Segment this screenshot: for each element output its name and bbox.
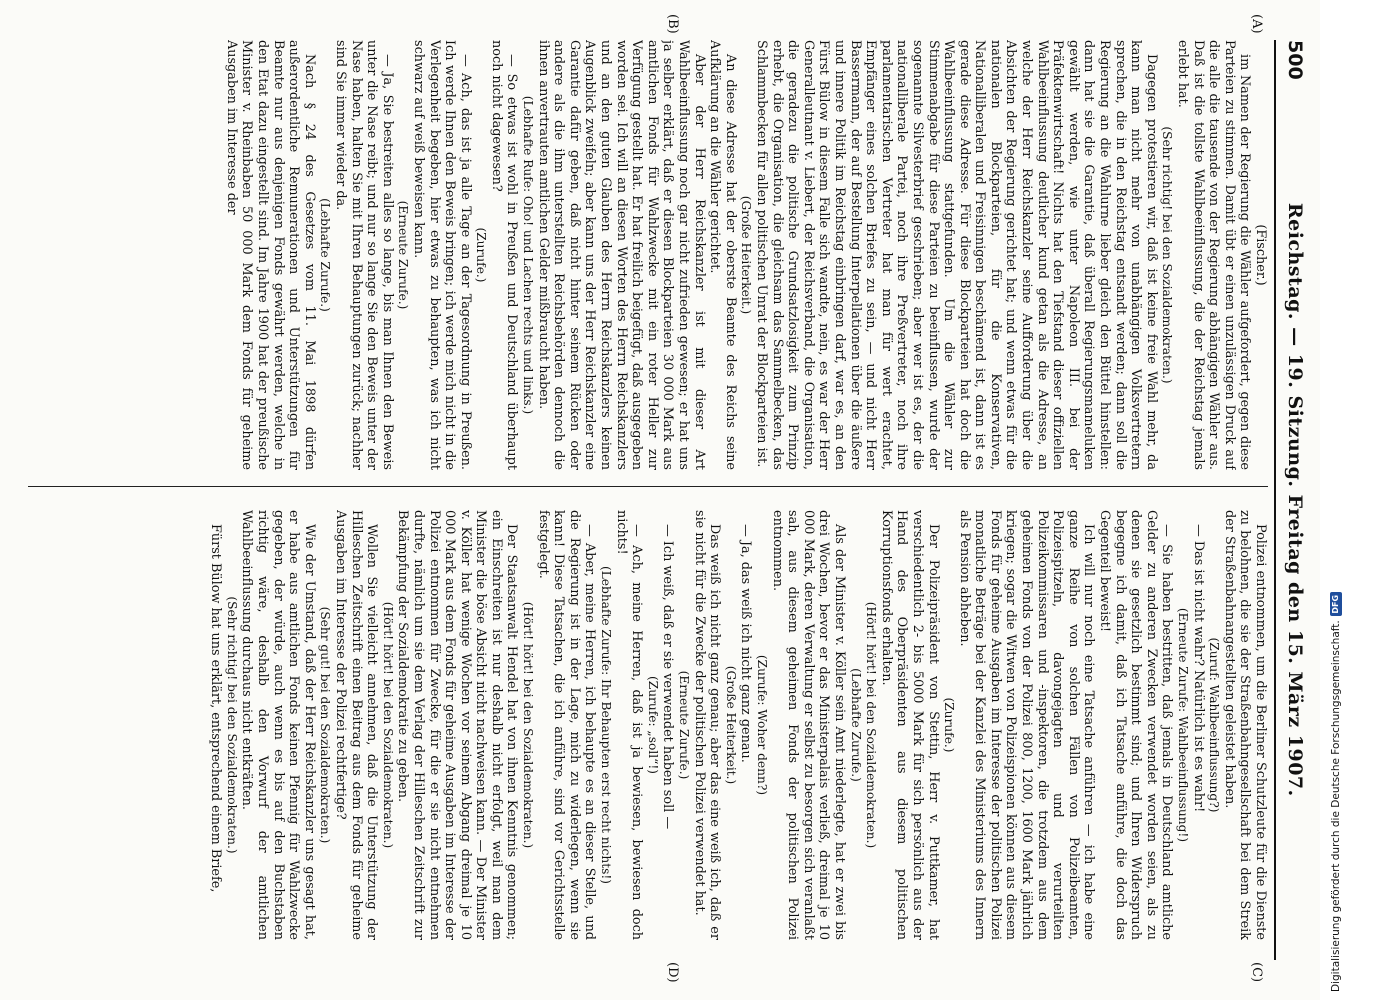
paragraph: — Ja, Sie bestreiten alles so lange, bis man Ihnen den Beweis unter die Nase reibt; und nur so lange Sie den Beweis unter der Nase haben, halten Sie mit Ihren Behauptungen zurück; nachher sind Sie immer wieder da. bbox=[332, 40, 395, 470]
paragraph: — Aber, meine Herren, ich behaupte es an dieser Stelle, und die Regierung ist in der Lage, mich zu widerlegen, wenn sie kann! Diese Tatsachen, die ich anführe, sind vor Gerichtsstelle festgelegt. bbox=[535, 510, 598, 940]
interjection: (Zurufe: „soll“!) bbox=[645, 675, 660, 775]
credit-text: Digitalisierung gefördert durch die Deutsche Forschungsgemeinschaft. bbox=[1330, 620, 1342, 992]
paragraph: — Ich weiß, daß er sie verwendet haben soll — bbox=[660, 524, 676, 830]
interjection: (Hört! hört! bei den Sozialdemokraten.) bbox=[864, 601, 879, 849]
paragraph: — Ach, meine Herren, daß ist ja bewiesen, bewiesen doch nichts! bbox=[613, 510, 645, 940]
left-column bbox=[28, 40, 1268, 470]
column-divider bbox=[28, 486, 1268, 487]
paragraph: — Sie haben bestritten, daß jemals in Deutschland amtliche Gelder zu anderen Zwecken verwendet worden seien, als zu denen sie gesetzlich bestimmt sind; und Ihren Widerspruch begegne ich damit, daß ich Tatsache anführe, die doch das Gegenteil beweist! bbox=[1097, 510, 1175, 940]
paragraph: Der Polizeipräsident von Stettin, Herr v. Puttkamer, hat verschiedentlich 2- bis 5000 Mark für sich persönlich aus der Hand des Oberpräsidenten aus diesem politischen Korruptionsfonds erhalten. bbox=[878, 510, 941, 940]
interjection: (Lebhafte Zurufe.) bbox=[318, 198, 333, 312]
paragraph: Nach § 24 des Gesetzes vom 11. Mai 1898 dürfen außerordentliche Remunerationen und Unterstützungen für Beamte nur aus denjenigen Fonds gewährt werden, welche in den Etat dazu eingestellt sind. Im Jahre 1900 hat der preußische Minister v. Rheinbaben 50 000 Mark dem Fonds für geheime Ausgaben im Interesse der bbox=[223, 40, 317, 470]
paragraph: Fürst Bülow hat uns erklärt, entsprechend einem Briefe, bbox=[208, 524, 224, 893]
interjection: (Sehr gut! bei den Sozialdemokraten.) bbox=[318, 606, 333, 844]
paragraph: An diese Adresse hat der oberste Beamte des Reichs seine Aufklärung an die Wähler gerichtet. bbox=[707, 40, 738, 470]
paragraph: — Das ist nicht wahr? Natürlich ist es wahr! bbox=[1190, 524, 1206, 813]
digitization-credit bbox=[1330, 592, 1342, 992]
interjection: (Hört! hört! bei den Sozialdemokraten.) bbox=[521, 601, 536, 849]
interjection: (Sehr richtig! bei den Sozialdemokraten.) bbox=[1160, 126, 1175, 384]
paragraph: — So etwas ist wohl in Preußen und Deutschland überhaupt noch nicht dagewesen? bbox=[488, 40, 520, 470]
margin-letter-d: (D) bbox=[665, 962, 680, 983]
paragraph: Wie der Umstand, daß der Herr Reichskanzler uns gesagt hat, er habe aus amtlichen Fonds keinen Pfennig für Wahlzwecke gegeben, der würde, auch wenn es bis auf den Buchstaben richtig wäre, deshalb den Vorwurf der amtlichen Wahlbeeinflussung durchaus nicht entkräften. bbox=[239, 510, 317, 940]
margin-letter-c: (C) bbox=[1249, 962, 1264, 983]
interjection: (Zuruf: Wahlbeeinflussung?) bbox=[1207, 637, 1222, 813]
paragraph: Polizei entnommen, um die Berliner Schutzleute für die Dienste zu belohnen, die sie der Straßenbahngesellschaft bei dem Streik der Straßenbahnangestellten geleistet haben. bbox=[1221, 510, 1268, 940]
paragraph: Ich will nur noch eine Tatsache anführen — ich habe eine ganze Reihe von solchen Fällen von Polizeibeamten, Polizeispitzeln, davongejagten und verurteilten Polizeikommissaren und -inspektoren, die trotzdem aus dem geheimen Fonds von der Polizei 800, 1200, 1600 Mark jährlich kriegen; sogar die Witwen von Polizeispionen können aus diesem Fonds für geheime Ausgaben im Interesse der politischen Polizei monatliche Beträge bei der Kanzlei des Ministeriums des Innern als Pension abheben. bbox=[956, 510, 1097, 940]
speaker-name: (Fischer.) bbox=[1253, 224, 1268, 286]
paragraph: — Ach, das ist ja alle Tage an der Tagesordnung in Preußen. Ich werde Ihnen den Beweis bringen; ich werde mich nicht in die Verlegenheit begeben, hier etwas zu behaupten, was ich nicht schwarz auf weiß beweisen kann. bbox=[410, 40, 473, 470]
page-header bbox=[1278, 40, 1312, 960]
interjection: (Lebhafte Zurufe: Ihr Behaupten erst recht nichts!) bbox=[599, 565, 614, 885]
interjection: (Große Heiterkeit.) bbox=[723, 665, 738, 785]
paragraph: Der Staatsanwalt Hendel hat von ihnen Kenntnis genommen; ein Einschreiten ist nur deshalb nicht erfolgt, weil man dem Minister die böse Absicht nicht nachweisen kann. — Der Minister v. Köller hat wenige Wochen vor seinem Abgang dreimal je 10 000 Mark aus dem Fonds für geheime Ausgaben im Interesse der Polizei entnommen für Zwecke, für die er sie nicht entnehmen durfte, nämlich um sie dem Verlag der Hilleschen Zeitschrift zur Bekämpfung der Sozialdemokratie zu geben. bbox=[395, 510, 520, 940]
interjection: (Sehr richtig! bei den Sozialdemokraten.) bbox=[224, 596, 239, 854]
interjection: (Erneute Zurufe.) bbox=[396, 200, 411, 310]
interjection: (Hört! hört! bei den Sozialdemokraten.) bbox=[380, 601, 395, 849]
interjection: (Lebhafte Rufe: Oho! und Lachen rechts und links.) bbox=[521, 95, 536, 415]
interjection: (Erneute Zurufe: Wahlbeeinflussung!) bbox=[1176, 607, 1191, 843]
paragraph: Dagegen protestieren wir, daß ist keine freie Wahl mehr, da kann man nicht mehr von unabhängigen Volksvertretern sprechen, die in den Reichstag entsandt werden; dann soll die Regierung an die Wahlurne lieber gleich den Büttel hinstellen: dann hat sie die Garantie, daß überall Regierungsmameluken gewählt werden, wie unter Napoleon III. bei der Präfektenwirtschaft! Nichts hat den Tiefstand dieser offiziellen Wahlbeeinflussung deutlicher kund getan als die Adresse, an welche der Herr Reichskanzler seine Aufforderung über die Absichten der Regierung gerichtet hat; und wenn etwas für die nationalen Blockparteien, für die Konservativen, Nationalliberalen und Freisinnigen beschämend ist, dann ist es gerade diese Adresse. Für diese Blockparteien hat doch die Wahlbeeinflussung stattgefunden. Um die Wähler zur Stimmenabgabe für diese Parteien zu beeinflussen, wurde der sogenannte Silvesterbrief geschrieben; aber wer ist es, der die nationalliberale Partei, noch ihre Preßvertreter, noch ihre parlamentarischen Vertreter hat man für wert erachtet, Empfänger eines solchen Briefes zu sein, — und nicht Herr Bassermann, der auf Bestellung Interpellationen über die äußere und innere Politik im Reichstag einbringen darf, war es, an den Fürst Bülow in diesem Falle sich wandte, nein, es war der Herr Generalleutnant v. Liebert, der Reichsverband, die Organisation, die geradezu die politische Grundsatzlosigkeit zum Prinzip erhebt, die Organisation, die gleichsam das Sammelbecken, das Schlammbecken für allen politischen Unrat der Blockparteien ist. bbox=[754, 40, 1159, 470]
paragraph: — Ja, das weiß ich nicht ganz genau. bbox=[738, 524, 754, 763]
paragraph: Wollen Sie vielleicht annehmen, daß die Unterstützung der Hilleschen Zeitschrift einen Beitrag aus dem Fonds für geheime Ausgaben im Interesse der Polizei rechtfertige? bbox=[332, 510, 380, 940]
interjection: (Lebhafte Zurufe.) bbox=[848, 668, 863, 782]
header-rule bbox=[1274, 40, 1276, 960]
interjection: (Zurufe.) bbox=[474, 227, 489, 283]
margin-letter-b: (B) bbox=[665, 14, 680, 34]
interjection: (Zurufe.) bbox=[942, 697, 957, 753]
running-title: Reichstag. — 19. Sitzung. Freitag den 15. März 1907. bbox=[1284, 202, 1306, 797]
paragraph: Als der Minister v. Köller sein Amt niederlegte, hat er zwei bis drei Wochen, bevor er das Ministerpalais verließ, dreimal je 10 000 Mark, deren Verwaltung er selbst zu besorgen sich veranlaßt sah, aus diesem geheimen Fonds der politischen Polizei entnommen. bbox=[769, 510, 847, 940]
interjection: (Zurufe: Woher denn?) bbox=[755, 654, 769, 796]
dfg-logo-icon: DFG bbox=[1330, 592, 1342, 616]
interjection: (Große Heiterkeit.) bbox=[739, 195, 754, 315]
paragraph: Das weiß ich nicht ganz genau; aber das eine weiß ich, daß er sie nicht für die Zwecke der politischen Polizei verwendet hat. bbox=[691, 510, 723, 940]
paragraph: im Namen der Regierung die Wähler aufgefordert, gegen diese Parteien zu stimmen. Damit übt er einen unzulässigen Druck auf die alle die tausende von der Regierung abhängigen Wähler aus. Daß ist die tollste Wahlbeeinflussung, die der Reichstag jemals erlebt hat. bbox=[1175, 40, 1253, 470]
margin-letter-a: (A) bbox=[1249, 14, 1264, 34]
paragraph: Aber der Herr Reichskanzler ist mit dieser Art Wahlbeeinflussung noch gar nicht zufrieden gewesen; er hat uns ja selber erklärt, daß er diesen Blockparteien 30 000 Mark aus amtlichen Fonds für Wahlzwecke mit ein roter Heller zur Verfügung gestellt hat. Er hat freilich beigefügt, daß ausgegeben worden sei. Ich will an diesen Worten des Herrn Reichskanzlers und an den guten Glauben des Herrn Reichskanzlers keinen Augenblick zweifeln; aber kann uns der Herr Reichskanzler eine Garantie dafür geben, daß nicht hinter seinem Rücken oder andere als die ihm unterstellten Reichsbehörden dennoch die ihnen anvertrauten amtlichen Gelder mißbraucht haben. bbox=[535, 40, 707, 470]
interjection: (Erneute Zurufe.) bbox=[677, 670, 692, 780]
right-column bbox=[28, 510, 1268, 940]
page-number: 500 bbox=[1284, 40, 1306, 80]
